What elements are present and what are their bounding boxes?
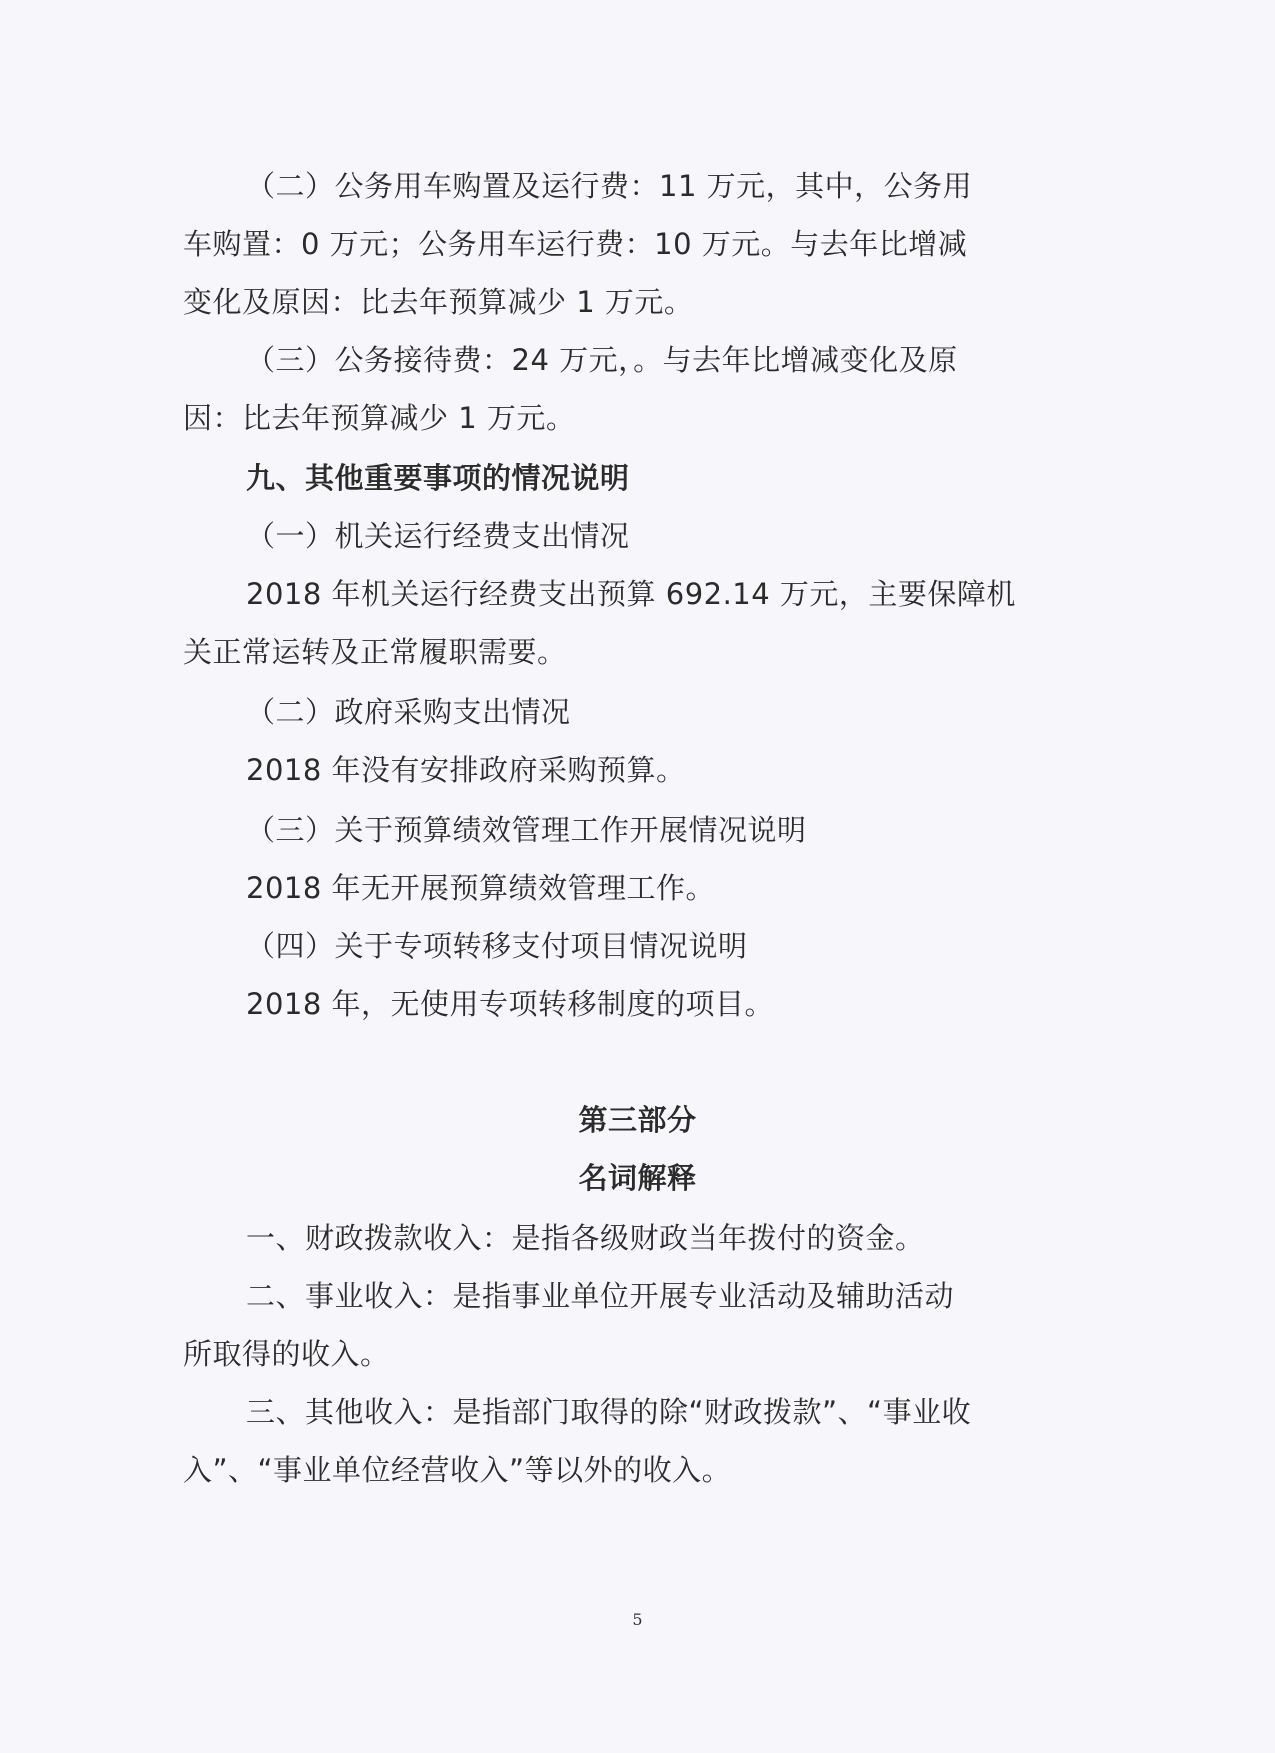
paragraph-line: 2018 年机关运行经费支出预算 692.14 万元，主要保障机: [246, 577, 1016, 611]
paragraph-line: 2018 年没有安排政府采购预算。: [246, 753, 686, 787]
paragraph-line: 变化及原因：比去年预算减少 1 万元。: [183, 285, 694, 319]
paragraph-line: 2018 年，无使用专项转移制度的项目。: [246, 987, 775, 1021]
paragraph-line: 三、其他收入：是指部门取得的除“财政拨款”、“事业收: [246, 1395, 972, 1429]
subsection-heading: （二）政府采购支出情况: [246, 695, 571, 729]
subsection-heading: （四）关于专项转移支付项目情况说明: [246, 929, 748, 963]
paragraph-line: （三）公务接待费：24 万元，。与去年比增减变化及原: [246, 343, 958, 377]
part-subtitle: 名词解释: [578, 1161, 697, 1195]
section-heading: 九、其他重要事项的情况说明: [246, 461, 630, 495]
paragraph-line: 关正常运转及正常履职需要。: [183, 635, 567, 669]
part-title: 第三部分: [578, 1103, 697, 1137]
subsection-heading: （三）关于预算绩效管理工作开展情况说明: [246, 813, 807, 847]
paragraph-line: 所取得的收入。: [183, 1337, 390, 1371]
paragraph-line: 因：比去年预算减少 1 万元。: [183, 401, 576, 435]
page-number: 5: [632, 1610, 643, 1629]
paragraph-line: （二）公务用车购置及运行费：11 万元，其中，公务用: [246, 169, 973, 203]
subsection-heading: （一）机关运行经费支出情况: [246, 519, 630, 553]
paragraph-line: 二、事业收入：是指事业单位开展专业活动及辅助活动: [246, 1279, 955, 1313]
paragraph-line: 一、财政拨款收入：是指各级财政当年拨付的资金。: [246, 1221, 925, 1255]
paragraph-line: 入”、“事业单位经营收入”等以外的收入。: [183, 1453, 732, 1487]
paragraph-line: 2018 年无开展预算绩效管理工作。: [246, 871, 716, 905]
paragraph-line: 车购置：0 万元；公务用车运行费：10 万元。与去年比增减: [183, 227, 968, 261]
